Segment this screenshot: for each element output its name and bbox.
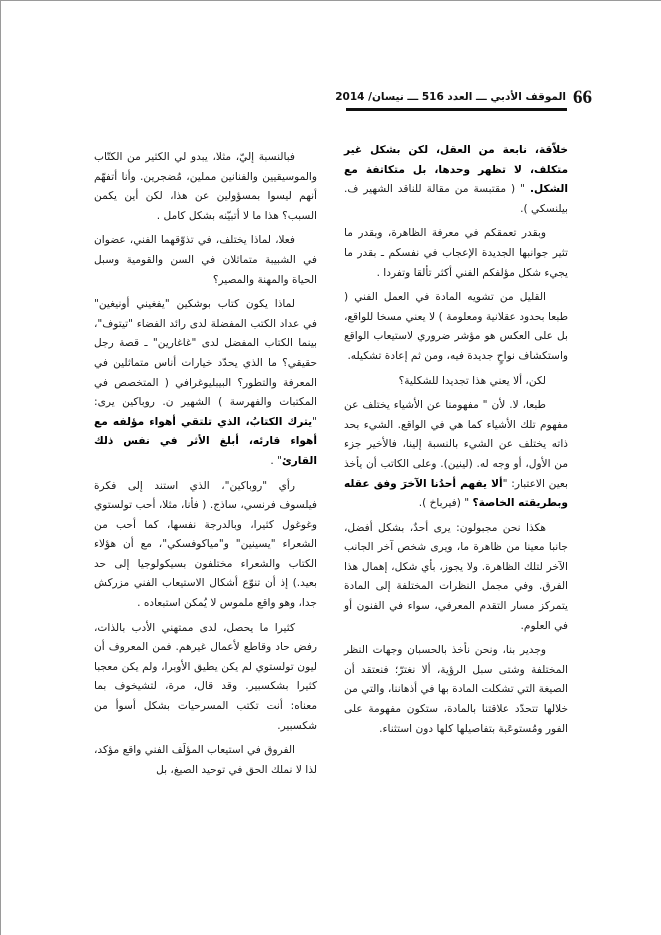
paragraph-text: " . bbox=[270, 454, 282, 467]
paragraph: كثيرا ما يحصل، لدى ممتهني الأدب بالذات، رفض حاد وقاطع لأعمال غيرهم. فمن المعروف أن ليون تولستوي لم يكن يطيق الأوبرا، ولم يكن معجبا كثيرا بشكسبير. وقد قال، مرة، لتشيخوف بما معناه: أنت تكتب المسرحيات بشكل أسوأ من شكسبير. bbox=[94, 621, 317, 732]
paragraph-text: طبعا، لا. لأن " مفهومنا عن الأشياء يختلف عن مفهوم تلك الأشياء كما هي في الواقع. الشيء بحد ذاته يختلف عن الشيء بالنسبة إلينا، فالأخير جزء من الأول، أو وجه له. (لينين). وعلى الكاتب أن يأخذ بعين الاعتبار: " bbox=[344, 399, 568, 490]
bold-quote: ألا يفهم أحدُنا الآخرَ وفق عقله وبطريقته الخاصة؟ bbox=[344, 477, 568, 510]
header-rule bbox=[346, 108, 567, 111]
paragraph-text: " (فيرباخ ). bbox=[418, 497, 473, 510]
paragraph bbox=[344, 396, 568, 514]
paragraph: الفروق في استيعاب المؤلَف الفني واقع مؤكد، لذا لا نملك الحق في توحيد الصيغ، بل bbox=[94, 744, 317, 776]
left-column bbox=[94, 148, 317, 785]
page-number: 66 bbox=[573, 87, 592, 108]
running-title: الموقف الأدبي ـــ العدد 516 ـــ نيسان/ 2014 bbox=[335, 91, 566, 103]
paragraph: رأي "روباكين"، الذي استند إلى فكرة فيلسوف فرنسي، ساذج. ( فأنا، مثلا، أحب تولستوي وغوغول كثيرا، وبالدرجة نفسها، كما أحب من الشعراء "يسينين" و"مياكوفسكي"، مع أن هؤلاء الكتاب والشعراء مختلفون بسيكولوجيا إلى حد بعيد.) إذ أن تنوّع أشكال الاستيعاب الفني مزركش جدا، وهو واقع ملموس لا يُمكن استبعاده . bbox=[94, 479, 317, 610]
paragraph: وبقدر تعمقكم في معرفة الظاهرة، وبقدر ما تثير جوانبها الجديدة الإعجاب في نفسكم ـ بقدر ما يجيء شكل مؤلفكم الفني أكثر تألقا وتفردا . bbox=[344, 227, 568, 279]
right-column bbox=[344, 141, 568, 744]
paragraph: فعلا، لماذا يختلف، في تذوّقهما الفني، عضوان في الشبيبة متماثلان في السن والقومية وسبل الحياة والمهنة والمصير؟ bbox=[94, 234, 317, 286]
paragraph-text: لماذا يكون كتاب بوشكين "يفغيني أونيغين" في عداد الكتب المفضلة لدى رائد الفضاء "تيتوف"، بينما الكتاب المفضل لدى "غاغارين" ـ قصة رجل حقيقي؟ ما الذي يحدّد خيارات أناس متماثلين في المعرفة والتطور؟ البيبليوغرافي ( المتخصص في المكتبات والفهرسة ) الشهير ن. روباكين يرى: " bbox=[94, 298, 317, 428]
paragraph: لكن، ألا يعني هذا تجديدا للشكلية؟ bbox=[398, 374, 546, 387]
paragraph-text: " ( مقتبسة من مقالة للناقد الشهير ف. بيلنسكي ). bbox=[344, 183, 568, 215]
paragraph: فبالنسبة إليّ، مثلا، يبدو لي الكثير من الكتّاب والموسيقيين والفنانين مملين، مُضجرين. وأنا أتفهّم أنهم ليسوا بمسؤولين عن هذا، لكن أين يكمن السبب؟ هذا ما لا أتبيّنه بشكل كامل . bbox=[94, 151, 317, 222]
paragraph bbox=[344, 141, 568, 219]
paragraph: وجدير بنا، ونحن نأخذ بالحسبان وجهات النظر المختلفة وشتى سبل الرؤية، ألا نغترّ؛ فنعتقد أن الصيغة التي تشكلت المادة بها في أذهاننا، والتي من خلالها تتحدّد علاقتنا بالمادة، ستكون مفهومة على الفور ومُستوعَبة بتفاصيلها كلها دون استثناء. bbox=[344, 644, 568, 735]
bold-quote: خلاّقة، نابعة من العقل، لكن بشكل غير متكلف، لا تظهر وحدها، بل متكاتفة مع الشكل. bbox=[344, 144, 568, 196]
paragraph: القليل من تشويه المادة في العمل الفني ( طبعا بحدود عقلانية ومعلومة ) لا يعني مسخا للواقع، بل على العكس هو مؤشر ضروري لاستيعاب الواقع واستكشاف نواحٍ جديدة فيه، ومن ثم إعادة تشكيله. bbox=[344, 291, 568, 362]
paragraph: هكذا نحن مجبولون: يرى أحدٌ، بشكل أفضل، جانبا معينا من ظاهرة ما، ويرى شخص آخر الجانب الآخر لتلك الظاهرة. ولا يجوز، بأي شكل، إهمال هذا الفرق. وفي مجمل النظرات المختلفة إلى المادة يتمركز مسار التقدم المعرفي، سواء في الفنون أو في العلوم. bbox=[344, 521, 568, 632]
page-header bbox=[335, 87, 596, 111]
bold-quote: يترك الكتابُ، الذي تلتقي أهواء مؤلفه مع أهواء قارئه، أبلغ الأثر في نفس ذلك القارئ bbox=[94, 415, 317, 467]
paragraph bbox=[94, 295, 317, 471]
